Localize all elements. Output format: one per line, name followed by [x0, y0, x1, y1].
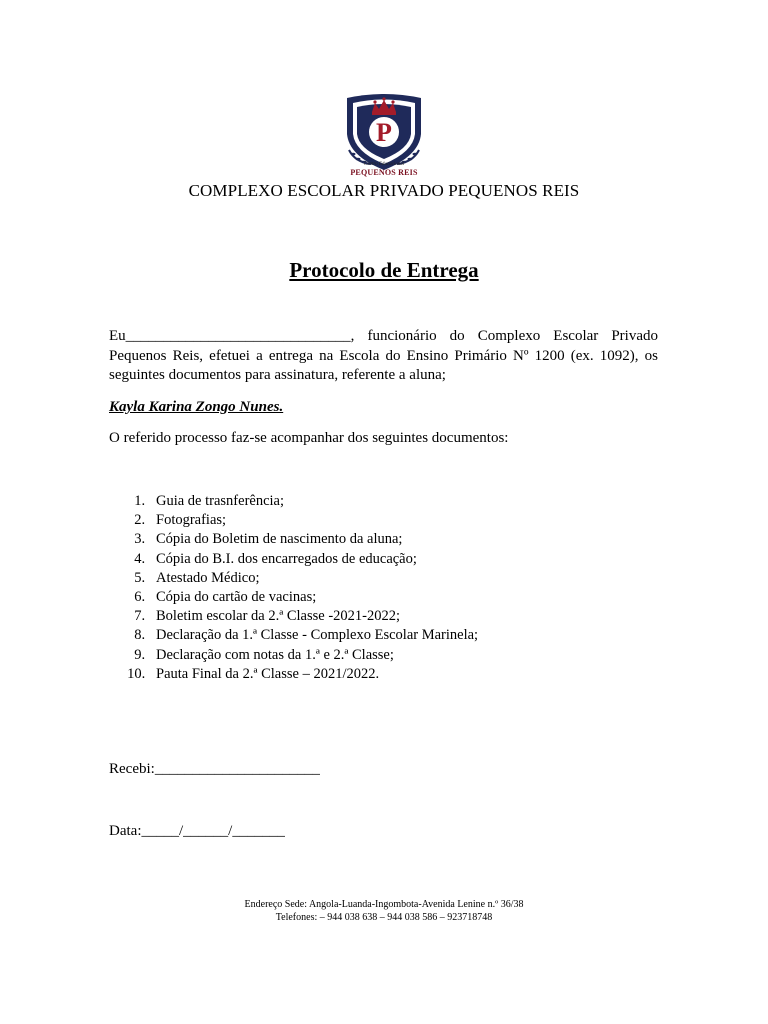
list-item-text: Cópia do Boletim de nascimento da aluna; [156, 531, 403, 548]
school-logo [341, 90, 427, 178]
intro-paragraph: Eu______________________________, funcionário do Complexo Escolar Privado Pequenos Reis, efetuei a entrega na Escola do Ensino Primário Nº 1200 (ex. 1092), os seguintes documentos para assinatura, referente a aluna; [109, 328, 658, 383]
list-item-text: Boletim escolar da 2.ª Classe -2021-2022; [156, 608, 401, 625]
school-name: COMPLEXO ESCOLAR PRIVADO PEQUENOS REIS [188, 181, 580, 200]
footer-phones: Telefones: – 944 038 638 – 944 038 586 – 923718748 [275, 911, 493, 923]
footer-address: Endereço Sede: Angola-Luanda-Ingombota-Avenida Lenine n.º 36/38 [244, 899, 524, 910]
list-item [109, 665, 478, 684]
footer [0, 899, 768, 924]
list-item-number: 6. [134, 588, 146, 605]
list-item-number: 10. [127, 665, 146, 682]
list-item [109, 511, 478, 530]
list-item [109, 607, 478, 626]
documents-list [109, 492, 478, 684]
list-item-number: 8. [134, 627, 146, 644]
list-item [109, 492, 478, 511]
student-name: Kayla Karina Zongo Nunes. [109, 399, 284, 415]
list-item-text: Cópia do B.I. dos encarregados de educação; [156, 550, 417, 567]
received-signature-line: Recebi:______________________ [109, 761, 320, 777]
accompany-text: O referido processo faz-se acompanhar dos seguintes documentos: [109, 430, 509, 446]
list-item [109, 530, 478, 549]
list-item [109, 626, 478, 645]
list-item-number: 3. [134, 531, 146, 548]
list-item-number: 4. [134, 550, 146, 567]
list-item-number: 7. [134, 608, 146, 625]
document-title: Protocolo de Entrega [289, 258, 479, 282]
list-item [109, 588, 478, 607]
list-item-number: 1. [134, 493, 146, 509]
list-item-text: Atestado Médico; [156, 569, 260, 586]
list-item-text: Guia de trasnferência; [156, 493, 285, 509]
logo-tagline: Centro Educacional [363, 162, 405, 167]
list-item-text: Pauta Final da 2.ª Classe – 2021/2022. [156, 665, 380, 682]
list-item-number: 9. [134, 646, 146, 663]
list-item-text: Fotografias; [156, 512, 227, 529]
list-item-text: Cópia do cartão de vacinas; [156, 588, 317, 605]
list-item-number: 5. [134, 569, 146, 586]
logo-brand-text: PEQUENOS REIS [350, 168, 418, 177]
list-item [109, 569, 478, 588]
list-item [109, 646, 478, 665]
list-item-text: Declaração da 1.ª Classe - Complexo Escolar Marinela; [156, 627, 479, 644]
list-item [109, 550, 478, 569]
list-item-text: Declaração com notas da 1.ª e 2.ª Classe; [156, 646, 394, 663]
date-line: Data:_____/______/_______ [109, 823, 285, 839]
logo-letter: P [376, 118, 392, 147]
list-item-number: 2. [134, 512, 146, 529]
